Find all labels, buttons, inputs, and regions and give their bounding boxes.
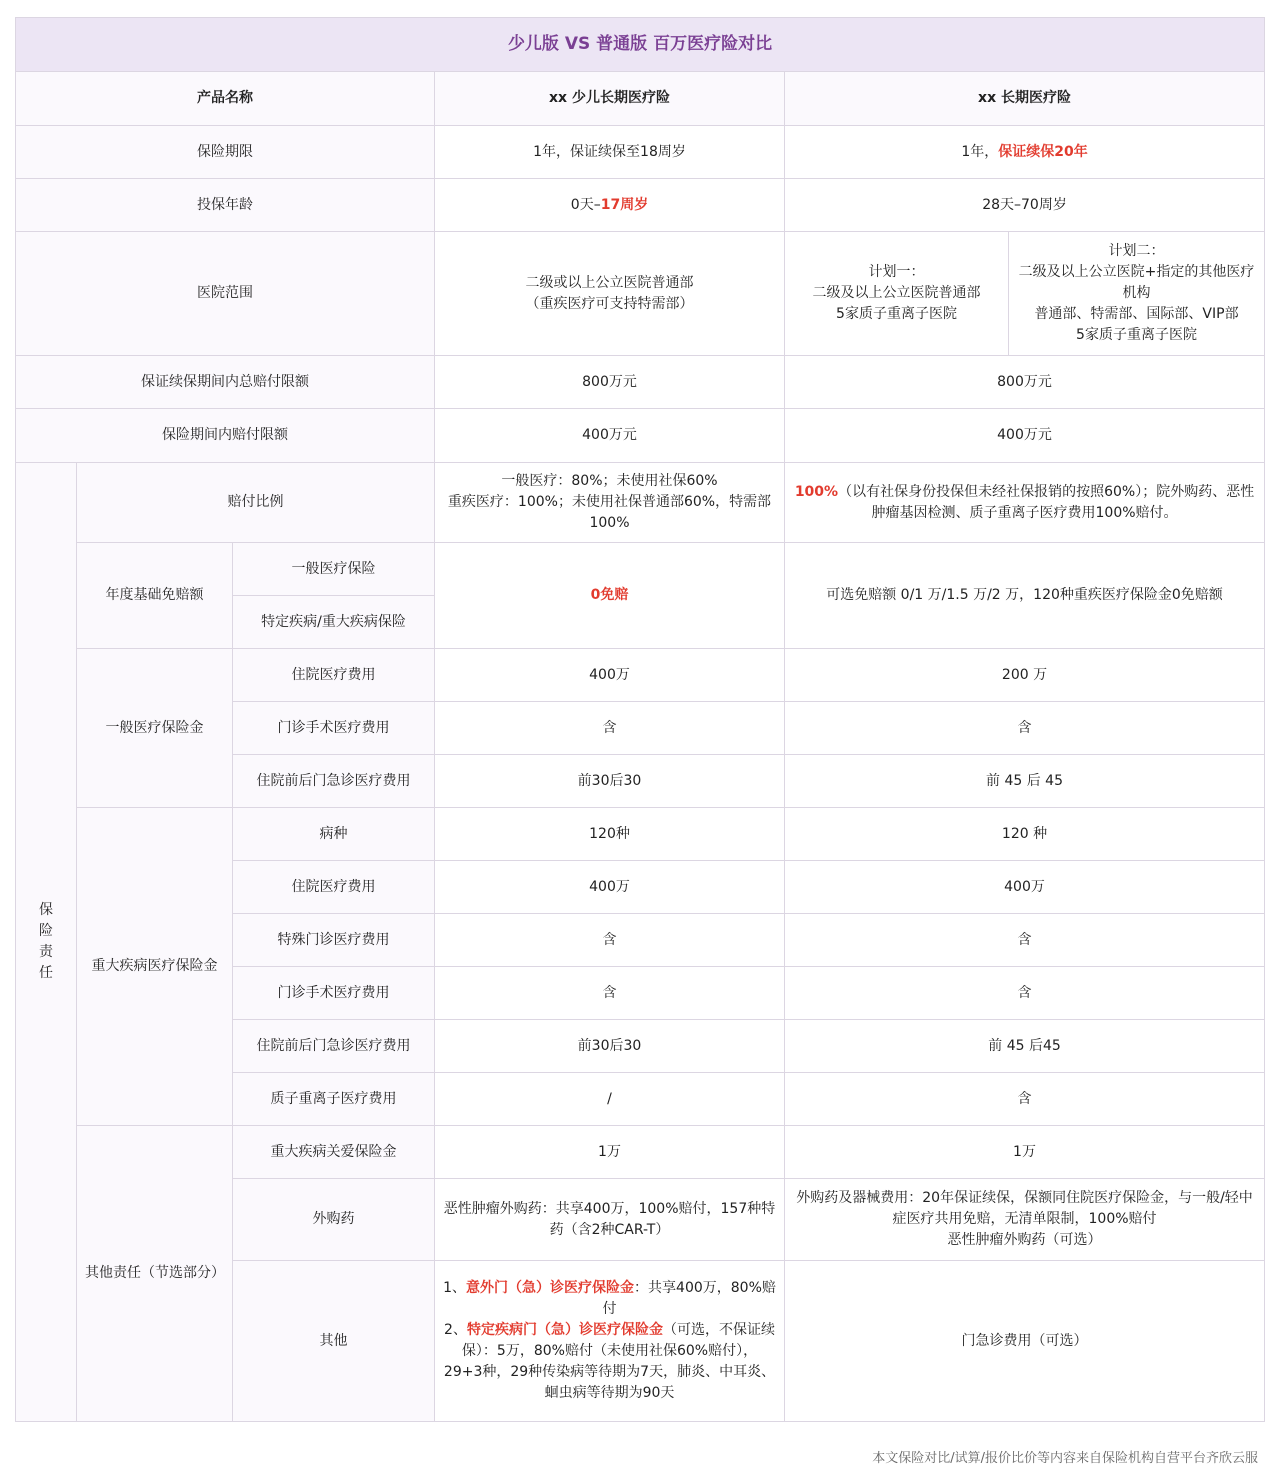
row-label: 门诊手术医疗费用 — [233, 702, 435, 755]
cell-value: 含 — [785, 914, 1265, 967]
cell-value: 恶性肿瘤外购药：共享400万，100%赔付，157种特药（含2种CAR-T） — [435, 1179, 785, 1261]
row-label: 住院医疗费用 — [233, 861, 435, 914]
row-label: 保证续保期间内总赔付限额 — [16, 356, 435, 409]
cell-line: 5家质子重离子医院 — [1076, 327, 1197, 343]
cell-text: 2、 — [444, 1322, 467, 1338]
table-row — [16, 356, 1265, 409]
cell-value: / — [435, 1073, 785, 1126]
table-row — [16, 1126, 1265, 1179]
table-header — [16, 72, 1265, 126]
cell-value — [785, 463, 1265, 543]
cell-line: 普通部、特需部、国际部、VIP部 — [1034, 306, 1239, 322]
cell-value: 800万元 — [435, 356, 785, 409]
header-label: 产品名称 — [16, 72, 435, 126]
cell-value — [785, 1179, 1265, 1261]
row-label: 保险期限 — [16, 126, 435, 179]
highlight-text: 17周岁 — [600, 196, 649, 213]
highlight-text: 保证续保20年 — [998, 143, 1088, 160]
cell-value: 400万元 — [435, 409, 785, 463]
plan-2-cell — [1009, 232, 1265, 356]
cell-value: 1万 — [435, 1126, 785, 1179]
cell-value: 含 — [785, 967, 1265, 1020]
footer-note: 本文保险对比/试算/报价比价等内容来自保险机构自营平台齐欣云服 — [872, 1451, 1258, 1466]
cell-value — [435, 463, 785, 543]
table-row — [16, 179, 1265, 232]
row-label: 赔付比例 — [77, 463, 435, 543]
table-row — [16, 808, 1265, 861]
row-label: 质子重离子医疗费用 — [233, 1073, 435, 1126]
row-label: 特殊门诊医疗费用 — [233, 914, 435, 967]
highlight-text: 100% — [794, 483, 839, 500]
cell-line: 计划一： — [868, 264, 925, 280]
cell-text: 1年， — [961, 143, 999, 160]
cell-value: 28天–70周岁 — [785, 179, 1265, 232]
table-row — [16, 543, 1265, 596]
row-label: 医院范围 — [16, 232, 435, 356]
table-row — [16, 463, 1265, 543]
critical-group-label: 重大疾病医疗保险金 — [77, 808, 233, 1126]
cell-line: 二级及以上公立医院+指定的其他医疗机构 — [1018, 264, 1255, 301]
row-label: 住院前后门急诊医疗费用 — [233, 1020, 435, 1073]
cell-value: 400万元 — [785, 409, 1265, 463]
cell-text: 0天– — [570, 196, 601, 213]
row-label: 住院医疗费用 — [233, 649, 435, 702]
header-product-2: xx 长期医疗险 — [785, 72, 1265, 126]
cell-paragraph — [443, 1278, 776, 1320]
cell-value: 0免赔 — [435, 543, 785, 649]
cell-value: 400万 — [435, 649, 785, 702]
cell-value — [435, 1261, 785, 1422]
table-row — [16, 126, 1265, 179]
row-label: 其他 — [233, 1261, 435, 1422]
row-label: 门诊手术医疗费用 — [233, 967, 435, 1020]
cell-text: ：共享400万，80%赔付 — [602, 1280, 776, 1317]
cell-value: 门急诊费用（可选） — [785, 1261, 1265, 1422]
cell-line: （重疾医疗可支持特需部） — [525, 295, 694, 312]
cell-value: 200 万 — [785, 649, 1265, 702]
table-row — [16, 409, 1265, 463]
cell-value: 可选免赔额 0/1 万/1.5 万/2 万，120种重疾医疗保险金0免赔额 — [785, 543, 1265, 649]
vertical-text: 保险责任 — [39, 902, 53, 981]
cell-line: 外购药及器械费用：20年保证续保，保额同住院医疗保险金，与一般/轻中症医疗共用免赔，无清单限制，100%赔付 — [796, 1190, 1253, 1227]
comparison-table — [15, 17, 1265, 1422]
cell-value: 前30后30 — [435, 755, 785, 808]
cell-paragraph — [443, 1320, 776, 1404]
cell-value: 1年，保证续保至18周岁 — [435, 126, 785, 179]
row-label: 住院前后门急诊医疗费用 — [233, 755, 435, 808]
cell-line: 二级或以上公立医院普通部 — [525, 274, 694, 291]
table-row — [16, 649, 1265, 702]
highlight-text: 意外门（急）诊医疗保险金 — [466, 1280, 635, 1296]
cell-line: 二级及以上公立医院普通部 — [812, 285, 981, 301]
general-group-label: 一般医疗保险金 — [77, 649, 233, 808]
cell-text: （以有社保身份投保但未经社保报销的按照60%）；院外购药、恶性肿瘤基因检测、质子重离子医疗费用100%赔付。 — [838, 483, 1255, 521]
cell-line: 计划二： — [1108, 243, 1165, 259]
cell-value: 前 45 后45 — [785, 1020, 1265, 1073]
cell-value: 含 — [785, 702, 1265, 755]
page-title: 少儿版 VS 普通版 百万医疗险对比 — [16, 18, 1265, 72]
cell-line: 一般医疗：80%；未使用社保60% — [501, 473, 718, 489]
cell-line: 重疾医疗：100%；未使用社保普通部60%，特需部100% — [447, 494, 772, 531]
cell-value: 120 种 — [785, 808, 1265, 861]
header-product-1: xx 少儿长期医疗险 — [435, 72, 785, 126]
cell-text: 1、 — [443, 1280, 467, 1296]
cell-text: （可选，不保证续保）：5万，80%赔付（未使用社保60%赔付），29+3种，29种传染病等待期为7天，肺炎、中耳炎、蛔虫病等待期为90天 — [443, 1322, 776, 1401]
cell-value: 400万 — [785, 861, 1265, 914]
deductible-group-label: 年度基础免赔额 — [77, 543, 233, 649]
comparison-sheet — [15, 17, 1264, 1422]
cell-line: 5家质子重离子医院 — [836, 306, 957, 322]
cell-value: 含 — [435, 967, 785, 1020]
row-label: 特定疾病/重大疾病保险 — [233, 596, 435, 649]
cell-line: 恶性肿瘤外购药（可选） — [947, 1232, 1102, 1248]
row-label: 重大疾病关爱保险金 — [233, 1126, 435, 1179]
cell-value: 1万 — [785, 1126, 1265, 1179]
responsibility-group-label — [16, 463, 77, 1422]
cell-value: 含 — [785, 1073, 1265, 1126]
cell-value: 前30后30 — [435, 1020, 785, 1073]
row-label: 病种 — [233, 808, 435, 861]
cell-value — [435, 232, 785, 356]
cell-value: 400万 — [435, 861, 785, 914]
row-label: 外购药 — [233, 1179, 435, 1261]
table-row — [16, 232, 1265, 356]
cell-value: 800万元 — [785, 356, 1265, 409]
row-label: 投保年龄 — [16, 179, 435, 232]
cell-value: 含 — [435, 914, 785, 967]
cell-value: 120种 — [435, 808, 785, 861]
cell-value — [435, 179, 785, 232]
cell-value: 含 — [435, 702, 785, 755]
highlight-text: 特定疾病门（急）诊医疗保险金 — [466, 1322, 663, 1338]
other-group-label: 其他责任（节选部分） — [77, 1126, 233, 1422]
cell-value: 前 45 后 45 — [785, 755, 1265, 808]
cell-value — [785, 126, 1265, 179]
plan-1-cell — [785, 232, 1009, 356]
row-label: 保险期间内赔付限额 — [16, 409, 435, 463]
row-label: 一般医疗保险 — [233, 543, 435, 596]
